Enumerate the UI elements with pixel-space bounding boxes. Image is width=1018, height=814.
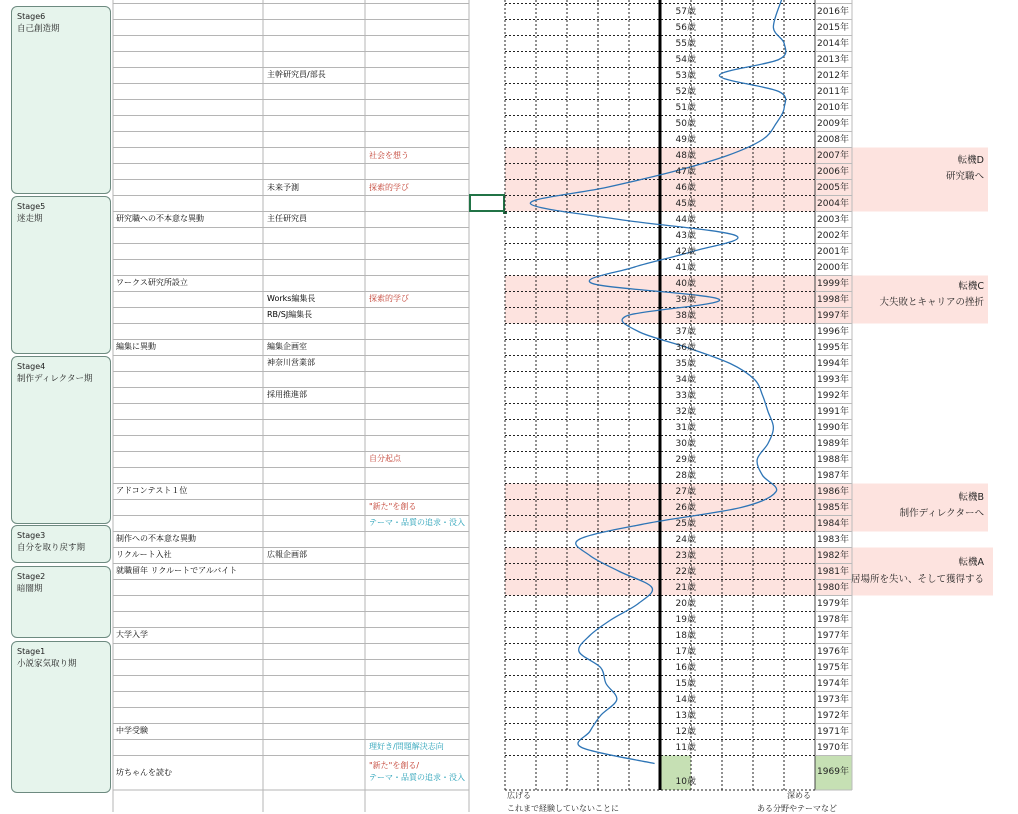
year-label: 1991年 [815,406,851,418]
event-cell[interactable]: ワークス研究所設立 [116,277,188,289]
age-label: 28歳 [663,470,696,482]
stage-name: 小説家気取り期 [17,658,105,670]
year-label: 2009年 [815,118,851,130]
stage-id: Stage2 [17,571,105,583]
role-cell[interactable]: 主幹研究員/部長 [267,69,326,81]
theme-cell[interactable]: "新た"を創る [369,501,416,513]
year-label: 1971年 [815,726,851,738]
year-label: 1975年 [815,662,851,674]
turning-point-a-title: 転機A [959,554,985,568]
age-label: 31歳 [663,422,696,434]
year-label: 1984年 [815,518,851,530]
year-label: 2006年 [815,166,851,178]
theme-cell[interactable]: 自分起点 [369,453,401,465]
year-label: 1982年 [815,550,851,562]
age-label: 48歳 [663,150,696,162]
year-label: 1993年 [815,374,851,386]
age-label: 10歳 [663,776,696,788]
stage-id: Stage5 [17,201,105,213]
year-label: 1972年 [815,710,851,722]
year-label: 1978年 [815,614,851,626]
stage-name: 迷走期 [17,213,105,225]
role-cell[interactable]: 広報企画部 [267,549,307,561]
age-label: 13歳 [663,710,696,722]
stage-id: Stage4 [17,361,105,373]
year-label: 2011年 [815,86,851,98]
age-label: 50歳 [663,118,696,130]
role-cell[interactable]: 採用推進部 [267,389,307,401]
age-label: 49歳 [663,134,696,146]
age-label: 27歳 [663,486,696,498]
theme-cell[interactable]: "新た"を創る/ [369,760,419,772]
year-label: 2013年 [815,54,851,66]
age-label: 52歳 [663,86,696,98]
year-label: 1977年 [815,630,851,642]
year-label: 1989年 [815,438,851,450]
axis-left-note: これまで経験していないことに [507,803,619,814]
year-label: 1983年 [815,534,851,546]
turning-point-b-title: 転機B [958,489,984,503]
theme-cell[interactable]: 社会を想う [369,150,409,162]
role-cell[interactable]: 主任研究員 [267,213,307,225]
event-cell[interactable]: 制作への不本意な異動 [116,533,196,545]
year-label: 1973年 [815,694,851,706]
age-label: 19歳 [663,614,696,626]
theme-cell[interactable]: テーマ・品質の追求・没入 [369,772,465,784]
role-cell[interactable]: 神奈川営業部 [267,357,315,369]
age-label: 11歳 [663,742,696,754]
age-label: 55歳 [663,38,696,50]
age-label: 53歳 [663,70,696,82]
year-label: 1981年 [815,566,851,578]
year-label: 2004年 [815,198,851,210]
year-label: 2003年 [815,214,851,226]
age-label: 21歳 [663,582,696,594]
year-label: 1992年 [815,390,851,402]
age-label: 45歳 [663,198,696,210]
age-label: 14歳 [663,694,696,706]
age-label: 54歳 [663,54,696,66]
age-label: 51歳 [663,102,696,114]
role-cell[interactable]: RB/SJ編集長 [267,309,312,321]
turning-point-d-title: 転機D [958,152,984,166]
year-label: 2008年 [815,134,851,146]
event-cell[interactable]: 中学受験 [116,725,148,737]
stage-name: 暗闇期 [17,583,105,595]
year-label: 1980年 [815,582,851,594]
age-label: 33歳 [663,390,696,402]
age-label: 18歳 [663,630,696,642]
year-label: 2015年 [815,22,851,34]
turning-point-b-sub: 制作ディレクターへ [900,505,984,519]
year-label: 2007年 [815,150,851,162]
year-label: 2016年 [815,6,851,18]
turning-point-c-title: 転機C [958,278,984,292]
turning-point-d-sub: 研究職へ [946,168,984,182]
age-label: 20歳 [663,598,696,610]
stage-id: Stage6 [17,11,105,23]
year-label: 1979年 [815,598,851,610]
age-label: 29歳 [663,454,696,466]
age-label: 16歳 [663,662,696,674]
age-label: 17歳 [663,646,696,658]
stage-name: 自分を取り戻す期 [17,542,105,554]
age-label: 22歳 [663,566,696,578]
age-label: 47歳 [663,166,696,178]
age-label: 30歳 [663,438,696,450]
year-label: 1995年 [815,342,851,354]
stage-id: Stage1 [17,646,105,658]
turning-point-c-sub: 大失敗とキャリアの挫折 [879,294,984,308]
year-label: 2002年 [815,230,851,242]
year-label: 2001年 [815,246,851,258]
year-label: 1987年 [815,470,851,482]
year-label: 1985年 [815,502,851,514]
role-cell[interactable]: 未来予測 [267,182,299,194]
age-label: 34歳 [663,374,696,386]
age-label: 44歳 [663,214,696,226]
event-cell[interactable]: アドコンテスト１位 [116,485,187,497]
year-label: 1986年 [815,486,851,498]
age-label: 38歳 [663,310,696,322]
age-label: 25歳 [663,518,696,530]
age-label: 37歳 [663,326,696,338]
age-label: 46歳 [663,182,696,194]
age-label: 42歳 [663,246,696,258]
year-label: 1990年 [815,422,851,434]
year-label: 1996年 [815,326,851,338]
axis-right-note: ある分野やテーマなど [757,803,837,814]
year-label: 1970年 [815,742,851,754]
event-cell[interactable]: 就職留年 リクルートでアルバイト [116,565,237,577]
axis-right-label: 深める [787,790,811,801]
year-label: 1976年 [815,646,851,658]
year-label: 2005年 [815,182,851,194]
event-cell[interactable]: 研究職への不本意な異動 [116,213,204,225]
age-label: 12歳 [663,726,696,738]
year-label: 1998年 [815,294,851,306]
age-label: 36歳 [663,342,696,354]
age-label: 56歳 [663,22,696,34]
age-label: 24歳 [663,534,696,546]
year-label: 1969年 [815,766,851,778]
role-cell[interactable]: Works編集長 [267,293,315,305]
event-cell[interactable]: 坊ちゃんを読む [116,767,172,779]
age-label: 39歳 [663,294,696,306]
age-label: 41歳 [663,262,696,274]
year-label: 1994年 [815,358,851,370]
life-curve-line [530,0,786,764]
age-label: 35歳 [663,358,696,370]
age-label: 40歳 [663,278,696,290]
age-label: 26歳 [663,502,696,514]
year-label: 1974年 [815,678,851,690]
year-label: 2012年 [815,70,851,82]
role-cell[interactable]: 編集企画室 [267,341,307,353]
age-label: 15歳 [663,678,696,690]
age-label: 32歳 [663,406,696,418]
year-label: 2010年 [815,102,851,114]
theme-cell[interactable]: 理好き/問題解決志向 [369,741,444,753]
stage-name: 自己創造期 [17,23,105,35]
event-cell[interactable]: 大学入学 [116,629,148,641]
axis-left-label: 広げる [507,790,531,801]
theme-cell[interactable]: テーマ・品質の追求・没入 [369,517,465,529]
event-cell[interactable]: リクルート入社 [116,549,172,561]
stage-id: Stage3 [17,530,105,542]
year-label: 2000年 [815,262,851,274]
theme-cell[interactable]: 探索的学び [369,182,409,194]
age-label: 23歳 [663,550,696,562]
turning-point-a-sub: 居場所を失い、そして獲得する [851,571,984,585]
age-label: 43歳 [663,230,696,242]
theme-cell[interactable]: 探索的学び [369,293,409,305]
year-label: 1988年 [815,454,851,466]
stage-name: 制作ディレクター期 [17,373,105,385]
year-label: 1999年 [815,278,851,290]
year-label: 1997年 [815,310,851,322]
event-cell[interactable]: 編集に異動 [116,341,156,353]
age-label: 57歳 [663,6,696,18]
year-label: 2014年 [815,38,851,50]
